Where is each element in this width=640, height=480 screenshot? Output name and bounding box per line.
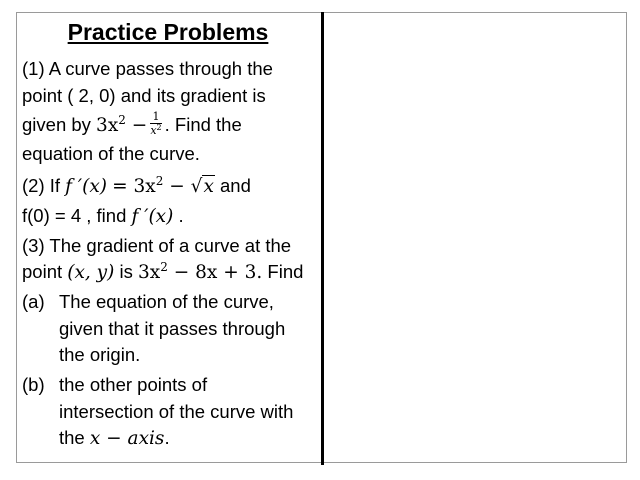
problem-2-find-target: f ′(x): [131, 206, 174, 227]
problem-1-line-1: (1) A curve passes through the: [22, 58, 273, 79]
problem-2-minus: −: [169, 176, 185, 197]
problem-2-exponent: 2: [155, 174, 164, 188]
column-divider: [321, 12, 324, 465]
poly-first-term: 3x: [138, 262, 161, 283]
problem-1-find-the: . Find the: [164, 113, 242, 135]
expr-exponent: 2: [118, 112, 126, 127]
item-b-line-3: [59, 427, 170, 450]
problem-2-if: (2) If: [22, 175, 61, 196]
item-a-line-1: The equation of the curve,: [59, 291, 274, 312]
problem-1-fraction: [150, 111, 161, 137]
item-a-line-2: given that it passes through: [59, 318, 286, 339]
poly-exponent: 2: [160, 260, 168, 274]
item-b-the: the: [59, 427, 85, 448]
problem-3-is: is: [119, 261, 133, 282]
fraction-den-base: x: [150, 124, 157, 137]
problem-3-line-1: (3) The gradient of a curve at the: [22, 235, 292, 256]
item-b-label: (b): [22, 374, 45, 395]
item-a-label: (a): [22, 291, 45, 312]
problem-3-point: point: [22, 261, 63, 282]
problem-3-polynomial: [138, 262, 262, 283]
fraction-numerator: 1: [150, 111, 161, 124]
item-a-line-3: the origin.: [59, 344, 141, 365]
sqrt-radicand: x: [203, 176, 214, 197]
problem-2-line-1: [22, 175, 251, 198]
problem-2-eq: = 3x: [112, 176, 156, 197]
poly-rest: − 8x + 3.: [173, 262, 263, 283]
problem-1-expression: [96, 112, 148, 136]
item-b-line-1: the other points of: [59, 374, 208, 395]
answer-panel: [326, 14, 624, 460]
expr-minus: −: [131, 114, 148, 136]
problem-2-derivative: f ′(x): [65, 176, 107, 197]
problem-1-given-by: given by: [22, 113, 91, 135]
item-b-axis: x − axis: [89, 428, 165, 449]
sqrt-symbol: √x: [190, 176, 214, 197]
problem-3-find: Find: [267, 261, 304, 282]
problem-2-condition: f(0) = 4 , find: [22, 205, 127, 226]
problem-1-line-3: [22, 110, 242, 139]
item-b-line-2: intersection of the curve with: [59, 401, 294, 422]
problem-3-line-2: [22, 261, 303, 284]
problem-3-coordinates: (x, y): [67, 262, 115, 283]
problem-1-line-2: point ( 2, 0) and its gradient is: [22, 85, 266, 106]
item-b-period: .: [164, 427, 170, 448]
problems-panel: [18, 14, 318, 460]
problem-2-rhs: [112, 176, 215, 197]
page-title: Practice Problems: [67, 19, 269, 45]
problem-2-and: and: [220, 175, 251, 196]
fraction-den-exponent: 2: [156, 123, 162, 132]
problem-2-period: .: [178, 205, 184, 226]
problem-1-line-4: equation of the curve.: [22, 143, 200, 164]
expr-base: 3x: [96, 114, 119, 136]
fraction-denominator: [150, 124, 161, 137]
problem-2-line-2: [22, 205, 184, 228]
